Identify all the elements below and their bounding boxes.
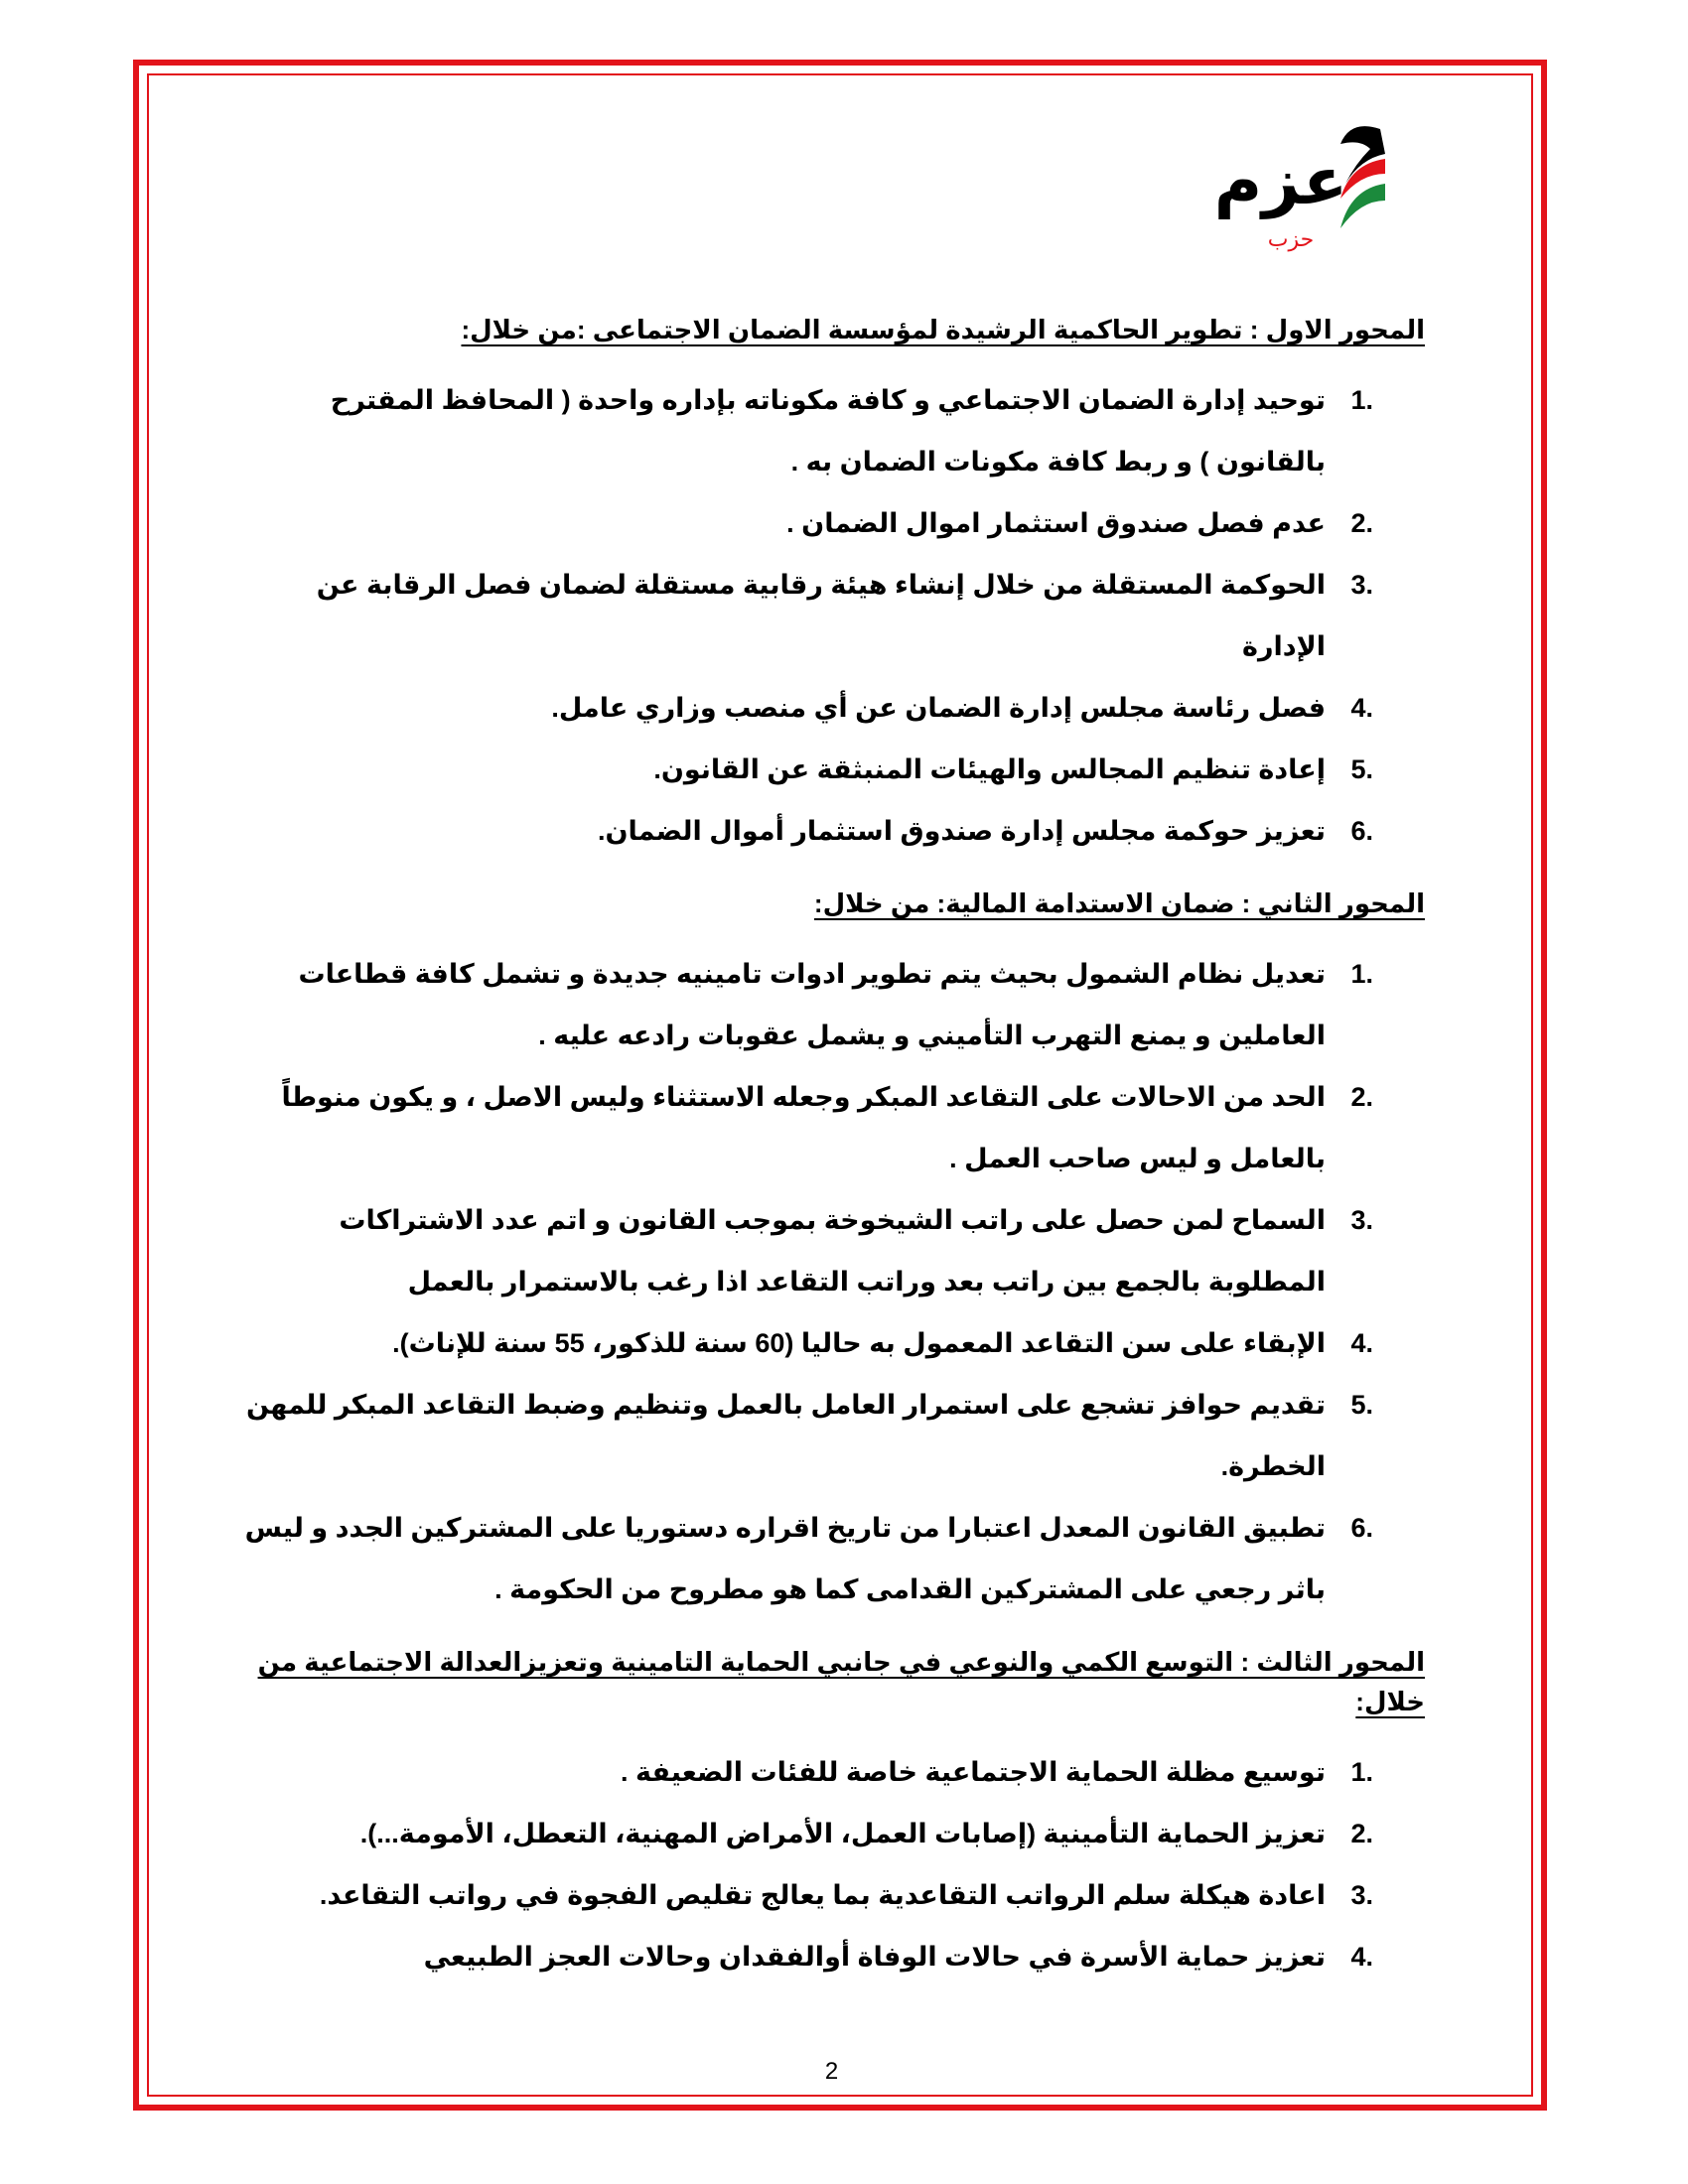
item-text: الإبقاء على سن التقاعد المعمول به حاليا (60 سنة للذكور، 55 سنة للإناث). <box>392 1328 1326 1358</box>
logo-text: عزم <box>1213 143 1348 219</box>
item-number: 1. <box>1350 1757 1373 1787</box>
list-item <box>238 1374 1373 1497</box>
list-item <box>238 369 1373 492</box>
document-body <box>238 310 1425 2087</box>
item-number: 1. <box>1350 959 1373 989</box>
item-number: 6. <box>1350 1513 1373 1543</box>
item-number: 3. <box>1350 570 1373 600</box>
item-text: تعزيز الحماية التأمينية (إصابات العمل، الأمراض المهنية، التعطل، الأمومة...). <box>359 1819 1326 1848</box>
item-text: إعادة تنظيم المجالس والهيئات المنبثقة عن القانون. <box>653 754 1326 784</box>
section-heading: المحور الثالث : التوسع الكمي والنوعي في جانبي الحماية التامينية وتعزيزالعدالة الاجتماعية من خلال: <box>257 1647 1425 1716</box>
list-item <box>238 1189 1373 1312</box>
logo-subtext: حزب <box>1267 227 1315 252</box>
list-item <box>238 1312 1373 1374</box>
item-text: السماح لمن حصل على راتب الشيخوخة بموجب القانون و اتم عدد الاشتراكات المطلوبة بالجمع بين راتب بعد وراتب التقاعد اذا رغب بالاستمرار بالعمل <box>339 1205 1326 1297</box>
item-text: الحوكمة المستقلة من خلال إنشاء هيئة رقابية مستقلة لضمان فصل الرقابة عن الإدارة <box>316 570 1326 661</box>
list-item <box>238 677 1373 739</box>
list-item <box>238 1741 1373 1803</box>
list-item <box>238 492 1373 554</box>
item-text: تعزيز حماية الأسرة في حالات الوفاة أوالفقدان وحالات العجز الطبيعي <box>423 1942 1326 1972</box>
section-2 <box>238 884 1425 1620</box>
item-number: 4. <box>1350 1328 1373 1358</box>
list-item <box>238 1864 1373 1926</box>
list-item <box>238 943 1373 1066</box>
item-text: تعديل نظام الشمول بحيث يتم تطوير ادوات تامينيه جديدة و تشمل كافة قطاعات العاملين و يمنع التهرب التأميني و يشمل عقوبات رادعه عليه . <box>298 959 1326 1050</box>
list-item <box>238 1926 1373 1987</box>
item-text: عدم فصل صندوق استثمار اموال الضمان . <box>786 508 1326 538</box>
item-number: 2. <box>1350 508 1373 538</box>
list-item <box>238 800 1373 862</box>
item-text: اعادة هيكلة سلم الرواتب التقاعدية بما يعالج تقليص الفجوة في رواتب التقاعد. <box>319 1880 1326 1910</box>
item-number: 6. <box>1350 816 1373 846</box>
item-number: 4. <box>1350 693 1373 723</box>
item-text: توسيع مظلة الحماية الاجتماعية خاصة للفئات الضعيفة . <box>620 1757 1326 1787</box>
item-text: تعزيز حوكمة مجلس إدارة صندوق استثمار أموال الضمان. <box>597 816 1326 846</box>
item-text: تطبيق القانون المعدل اعتبارا من تاريخ اقراره دستوريا على المشتركين الجدد و ليس باثر رجعي على المشتركين القدامى كما هو مطروح من الحكومة . <box>244 1513 1326 1604</box>
list-item <box>238 554 1373 677</box>
party-logo <box>1182 109 1410 258</box>
list-item <box>238 1066 1373 1189</box>
item-number: 1. <box>1350 385 1373 415</box>
item-number: 3. <box>1350 1205 1373 1235</box>
section-heading: المحور الثاني : ضمان الاستدامة المالية: من خلال: <box>813 888 1425 918</box>
section-heading: المحور الاول : تطوير الحاكمية الرشيدة لمؤسسة الضمان الاجتماعى :من خلال: <box>461 315 1425 344</box>
item-number: 4. <box>1350 1942 1373 1972</box>
item-text: توحيد إدارة الضمان الاجتماعي و كافة مكوناته بإداره واحدة ( المحافظ المقترح بالقانون ) و ربط كافة مكونات الضمان به . <box>330 385 1326 477</box>
item-number: 5. <box>1350 754 1373 784</box>
item-text: تقديم حوافز تشجع على استمرار العامل بالعمل وتنظيم وضبط التقاعد المبكر للمهن الخطرة. <box>245 1390 1326 1481</box>
page-number: 2 <box>824 2058 839 2085</box>
list-item <box>238 1497 1373 1620</box>
item-number: 2. <box>1350 1819 1373 1848</box>
list-item <box>238 1803 1373 1864</box>
section-1 <box>238 310 1425 862</box>
item-number: 2. <box>1350 1082 1373 1112</box>
item-number: 3. <box>1350 1880 1373 1910</box>
list-item <box>238 739 1373 800</box>
item-text: فصل رئاسة مجلس إدارة الضمان عن أي منصب وزاري عامل. <box>551 693 1326 723</box>
section-3 <box>238 1642 1425 1987</box>
item-number: 5. <box>1350 1390 1373 1420</box>
item-text: الحد من الاحالات على التقاعد المبكر وجعله الاستثناء وليس الاصل ، و يكون منوطاً بالعامل و ليس صاحب العمل . <box>281 1082 1326 1173</box>
